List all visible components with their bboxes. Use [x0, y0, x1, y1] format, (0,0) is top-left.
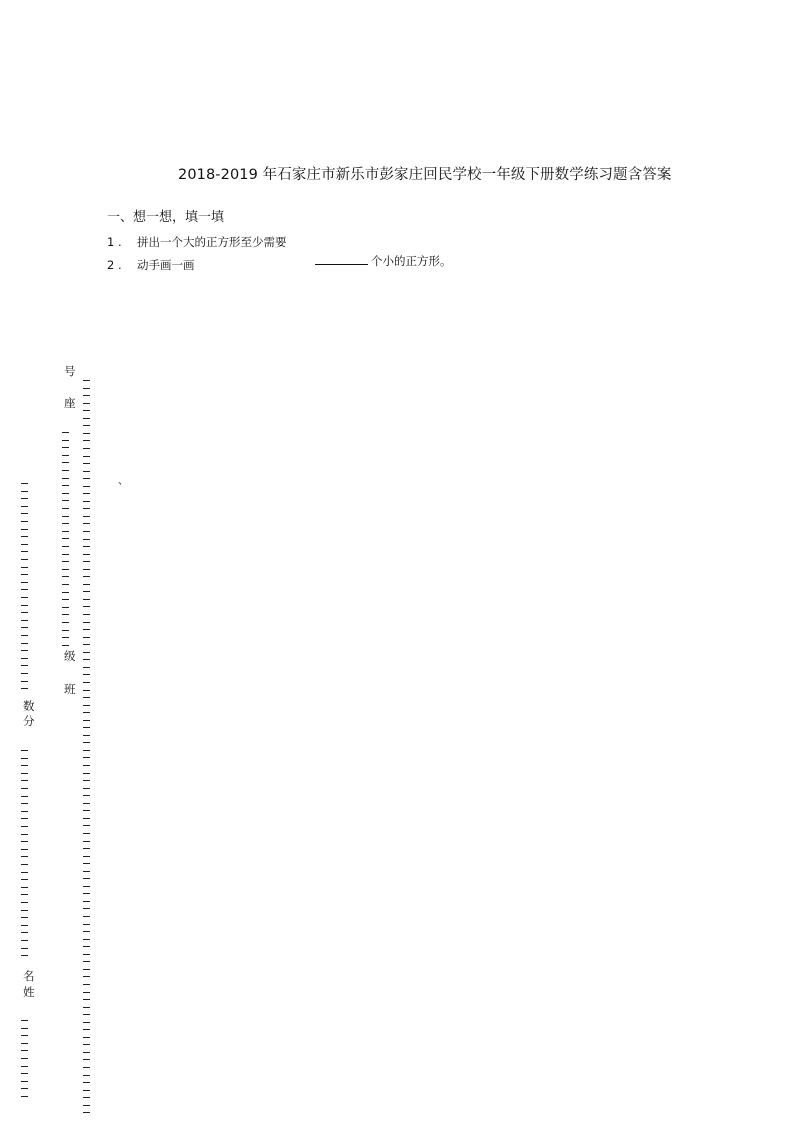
- margin-dash: [83, 395, 90, 396]
- margin-dash: [21, 796, 28, 797]
- margin-dash: [21, 551, 28, 552]
- margin-dash: [83, 410, 90, 411]
- margin-dash: [21, 650, 28, 651]
- margin-dash: [21, 1058, 28, 1059]
- margin-dash: [62, 546, 69, 547]
- margin-dash: [62, 523, 69, 524]
- margin-dash: [83, 901, 90, 902]
- margin-label-ban: 班: [64, 682, 76, 696]
- margin-dash: [21, 925, 28, 926]
- margin-dash: [83, 939, 90, 940]
- margin-dash: [83, 1037, 90, 1038]
- page-title: 2018-2019 年石家庄市新乐市彭家庄回民学校一年级下册数学练习题含答案: [178, 167, 672, 183]
- margin-dash: [83, 486, 90, 487]
- margin-dash: [21, 841, 28, 842]
- margin-label-xing: 姓: [23, 985, 35, 999]
- margin-dash: [62, 470, 69, 471]
- margin-dash: [83, 954, 90, 955]
- margin-dash: [21, 612, 28, 613]
- margin-dash: [21, 1020, 28, 1021]
- margin-dash: [83, 523, 90, 524]
- margin-dash: [21, 529, 28, 530]
- question-1-text: 拼出一个大的正方形至少需要: [137, 235, 287, 249]
- margin-dash: [83, 992, 90, 993]
- margin-dash: [21, 849, 28, 850]
- margin-dash: [83, 516, 90, 517]
- margin-dash: [21, 1088, 28, 1089]
- margin-dash: [21, 498, 28, 499]
- margin-dash: [21, 521, 28, 522]
- section-heading: 一、想一想，填一填: [107, 210, 225, 225]
- margin-dash: [83, 735, 90, 736]
- margin-dash: [62, 584, 69, 585]
- margin-dash: [83, 765, 90, 766]
- margin-dash: [83, 501, 90, 502]
- margin-dash: [21, 589, 28, 590]
- margin-dash: [83, 576, 90, 577]
- margin-dash: [21, 597, 28, 598]
- margin-dash: [83, 1097, 90, 1098]
- margin-dash: [83, 976, 90, 977]
- margin-dash: [21, 513, 28, 514]
- margin-dash: [21, 894, 28, 895]
- margin-dash: [62, 508, 69, 509]
- margin-dash: [83, 863, 90, 864]
- margin-dash: [21, 940, 28, 941]
- margin-dash: [83, 508, 90, 509]
- margin-dash: [21, 758, 28, 759]
- margin-dash: [62, 447, 69, 448]
- margin-dash: [83, 539, 90, 540]
- margin-dash: [83, 712, 90, 713]
- margin-dash: [83, 1105, 90, 1106]
- margin-dash: [62, 607, 69, 608]
- margin-dash: [83, 924, 90, 925]
- margin-dash: [21, 567, 28, 568]
- margin-dash: [83, 380, 90, 381]
- margin-label-shu: 数: [23, 699, 35, 713]
- margin-dash: [83, 1067, 90, 1068]
- margin-dash: [21, 917, 28, 918]
- margin-dash: [62, 516, 69, 517]
- margin-dash: [21, 688, 28, 689]
- margin-dash: [83, 1022, 90, 1023]
- margin-dash: [21, 483, 28, 484]
- margin-dash: [83, 667, 90, 668]
- margin-dash: [62, 637, 69, 638]
- margin-dash: [21, 932, 28, 933]
- margin-dash: [21, 1043, 28, 1044]
- margin-dash: [83, 433, 90, 434]
- margin-dash: [83, 554, 90, 555]
- margin-dash: [21, 658, 28, 659]
- margin-dash: [83, 561, 90, 562]
- margin-dash: [62, 500, 69, 501]
- margin-dash: [83, 682, 90, 683]
- margin-dash: [21, 559, 28, 560]
- margin-dash: [83, 705, 90, 706]
- margin-dash: [83, 788, 90, 789]
- answer-blank-line: [315, 264, 368, 265]
- margin-dash: [83, 833, 90, 834]
- margin-dash: [83, 916, 90, 917]
- margin-dash: [83, 629, 90, 630]
- margin-dash: [21, 811, 28, 812]
- margin-dash: [21, 620, 28, 621]
- margin-dash: [83, 1059, 90, 1060]
- margin-dash: [21, 1050, 28, 1051]
- margin-dash: [21, 902, 28, 903]
- margin-dash: [62, 569, 69, 570]
- margin-dash: [62, 432, 69, 433]
- margin-dash: [21, 1066, 28, 1067]
- margin-dash: [83, 606, 90, 607]
- margin-dash: [21, 491, 28, 492]
- margin-dash: [83, 999, 90, 1000]
- margin-dash: [21, 506, 28, 507]
- margin-dash: [62, 622, 69, 623]
- margin-dash: [21, 864, 28, 865]
- margin-dash: [62, 455, 69, 456]
- margin-dash: [62, 538, 69, 539]
- margin-dash: [21, 1081, 28, 1082]
- margin-dash: [83, 727, 90, 728]
- margin-dash: [83, 795, 90, 796]
- margin-dash: [83, 856, 90, 857]
- margin-dash: [21, 856, 28, 857]
- margin-dash: [83, 622, 90, 623]
- margin-dash: [83, 871, 90, 872]
- margin-dash: [83, 418, 90, 419]
- margin-dash: [21, 910, 28, 911]
- margin-dash: [83, 591, 90, 592]
- margin-dash: [83, 1090, 90, 1091]
- question-2-text: 动手画一画: [137, 258, 195, 272]
- margin-dash: [21, 826, 28, 827]
- margin-label-ji: 级: [64, 649, 76, 663]
- margin-dash: [83, 1007, 90, 1008]
- margin-dash: [21, 750, 28, 751]
- margin-label-ming: 名: [23, 969, 35, 983]
- margin-dash: [83, 931, 90, 932]
- margin-dash: [21, 536, 28, 537]
- margin-dash: [83, 1112, 90, 1113]
- margin-dash: [21, 627, 28, 628]
- margin-dash: [83, 1082, 90, 1083]
- margin-dash: [83, 440, 90, 441]
- margin-label-hao: 号: [64, 364, 76, 378]
- margin-dash: [83, 425, 90, 426]
- margin-dash: [21, 879, 28, 880]
- margin-dash: [83, 818, 90, 819]
- margin-dash: [83, 984, 90, 985]
- margin-dash: [83, 742, 90, 743]
- margin-dash: [83, 456, 90, 457]
- margin-dash: [83, 757, 90, 758]
- margin-dash: [83, 720, 90, 721]
- margin-dash: [83, 946, 90, 947]
- margin-dash: [83, 493, 90, 494]
- stray-mark: 、: [118, 476, 128, 487]
- margin-dash: [83, 448, 90, 449]
- margin-label-zuo: 座: [64, 396, 76, 410]
- margin-dash: [21, 773, 28, 774]
- margin-dash: [21, 544, 28, 545]
- margin-dash: [83, 652, 90, 653]
- margin-dash: [62, 561, 69, 562]
- margin-dash: [21, 818, 28, 819]
- margin-dash: [21, 872, 28, 873]
- margin-dash: [21, 834, 28, 835]
- margin-dash: [83, 697, 90, 698]
- margin-dash: [21, 1096, 28, 1097]
- margin-dash: [83, 1014, 90, 1015]
- margin-dash: [21, 582, 28, 583]
- margin-dash: [83, 1029, 90, 1030]
- margin-dash: [21, 605, 28, 606]
- margin-dash: [83, 886, 90, 887]
- margin-dash: [83, 644, 90, 645]
- margin-dash: [62, 493, 69, 494]
- margin-dash: [62, 592, 69, 593]
- margin-dash: [83, 803, 90, 804]
- margin-dash: [21, 788, 28, 789]
- margin-dash: [62, 614, 69, 615]
- margin-dash: [83, 599, 90, 600]
- margin-dash: [83, 773, 90, 774]
- margin-dash: [62, 630, 69, 631]
- margin-dash: [62, 599, 69, 600]
- margin-dash: [62, 576, 69, 577]
- margin-dash: [83, 388, 90, 389]
- margin-dash: [21, 887, 28, 888]
- margin-dash: [62, 485, 69, 486]
- question-1-number: 1 .: [107, 235, 122, 249]
- margin-dash: [83, 614, 90, 615]
- margin-dash: [83, 961, 90, 962]
- margin-dash: [21, 948, 28, 949]
- margin-dash: [83, 463, 90, 464]
- margin-dash: [83, 1075, 90, 1076]
- margin-dash: [21, 643, 28, 644]
- margin-dash: [62, 531, 69, 532]
- margin-dash: [83, 750, 90, 751]
- margin-dash: [83, 908, 90, 909]
- margin-dash: [62, 554, 69, 555]
- margin-dash: [83, 531, 90, 532]
- margin-dash: [83, 584, 90, 585]
- margin-dash: [83, 546, 90, 547]
- margin-dash: [83, 478, 90, 479]
- margin-dash: [21, 1028, 28, 1029]
- margin-dash: [83, 471, 90, 472]
- margin-dash: [83, 1052, 90, 1053]
- margin-dash: [83, 569, 90, 570]
- margin-dash: [21, 635, 28, 636]
- margin-dash: [21, 665, 28, 666]
- margin-dash: [62, 440, 69, 441]
- question-2-number: 2 .: [107, 258, 122, 272]
- margin-dash: [21, 780, 28, 781]
- margin-dash: [83, 878, 90, 879]
- margin-dash: [83, 403, 90, 404]
- margin-dash: [83, 674, 90, 675]
- margin-dash: [83, 893, 90, 894]
- margin-dash: [83, 969, 90, 970]
- margin-dash: [83, 690, 90, 691]
- margin-dash: [83, 1044, 90, 1045]
- margin-dash: [21, 803, 28, 804]
- question-1-tail-text: 个小的正方形。: [371, 254, 452, 268]
- margin-dash: [21, 681, 28, 682]
- margin-dash: [83, 810, 90, 811]
- margin-dash: [21, 1035, 28, 1036]
- margin-dash: [83, 825, 90, 826]
- margin-dash: [62, 478, 69, 479]
- margin-dash: [83, 637, 90, 638]
- margin-dash: [21, 765, 28, 766]
- margin-dash: [83, 659, 90, 660]
- margin-label-fen: 分: [23, 714, 35, 728]
- margin-dash: [21, 955, 28, 956]
- margin-dash: [83, 848, 90, 849]
- margin-dash: [83, 780, 90, 781]
- margin-dash: [21, 673, 28, 674]
- margin-dash: [21, 574, 28, 575]
- margin-dash: [62, 645, 69, 646]
- margin-dash: [62, 462, 69, 463]
- margin-dash: [21, 1073, 28, 1074]
- margin-dash: [83, 841, 90, 842]
